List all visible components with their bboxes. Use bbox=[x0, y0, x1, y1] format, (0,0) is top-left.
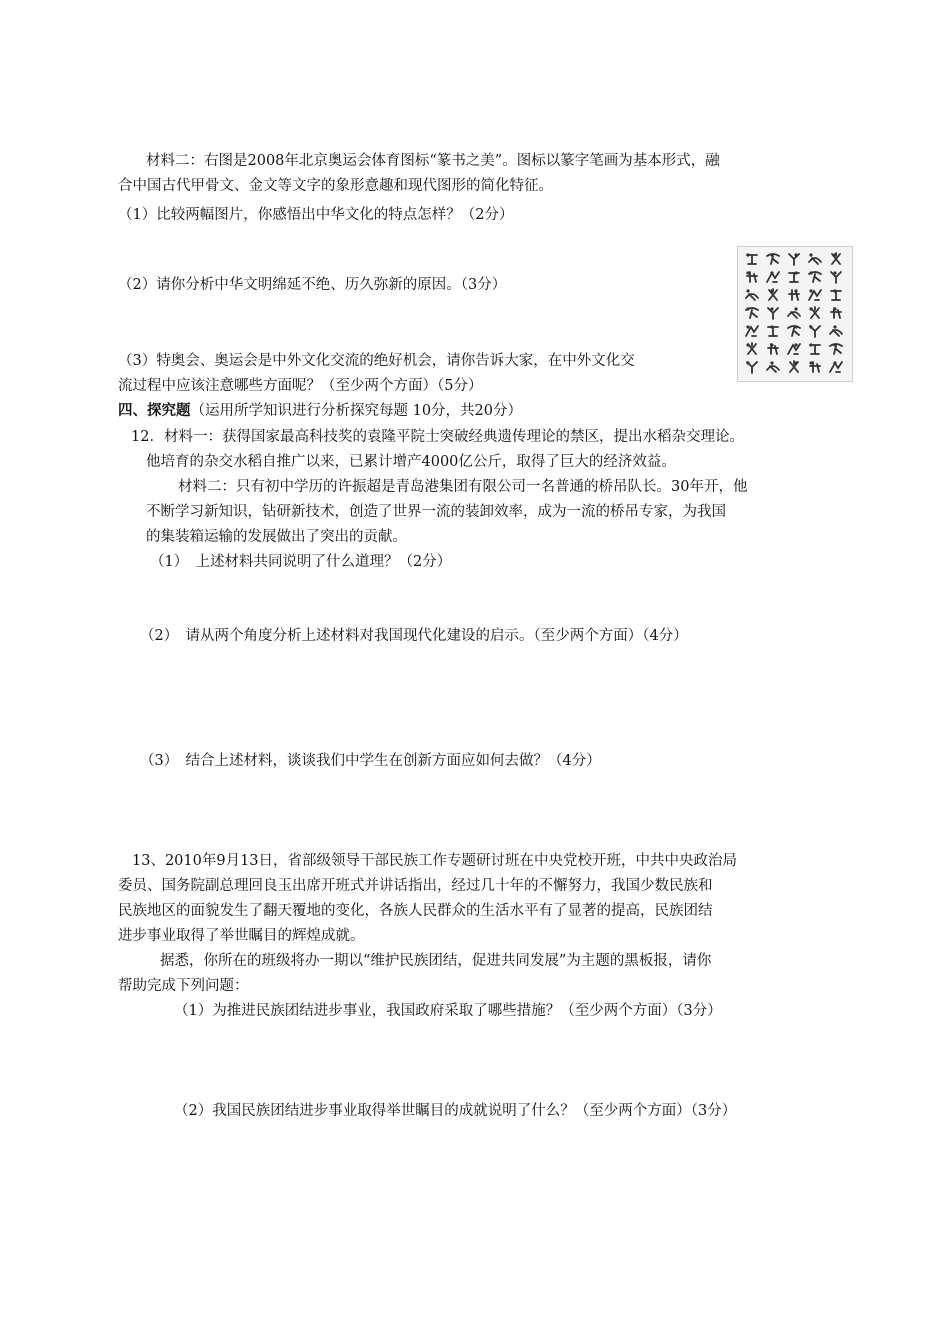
sport-pictogram-icon bbox=[786, 342, 802, 356]
sport-pictogram-icon bbox=[744, 252, 760, 266]
q12-question-2: （2） 请从两个角度分析上述材料对我国现代化建设的启示。（至少两个方面）（4分） bbox=[140, 628, 688, 644]
sport-pictogram-icon bbox=[744, 360, 760, 374]
sport-pictogram-icon bbox=[828, 324, 844, 338]
sport-pictogram-icon bbox=[807, 252, 823, 266]
sport-pictogram-icon bbox=[807, 360, 823, 374]
q12-material2-line2: 不断学习新知识，钻研新技术，创造了世界一流的装卸效率，成为一流的桥吊专家，为我国 bbox=[146, 504, 726, 520]
q12-question-1: （1） 上述材料共同说明了什么道理？（2分） bbox=[150, 554, 452, 570]
q11-question-3-line1: （3）特奥会、奥运会是中外文化交流的绝好机会，请你告诉大家，在中外文化交 bbox=[118, 353, 635, 369]
q13-question-2: （2）我国民族团结进步事业取得举世瞩目的成就说明了什么？（至少两个方面）（3分） bbox=[174, 1103, 737, 1119]
q12-material2-line3: 的集装箱运输的发展做出了突出的贡献。 bbox=[146, 529, 407, 545]
sport-pictogram-icon bbox=[786, 252, 802, 266]
q13-paragraph2-line1: 据悉，你所在的班级将办一期以“维护民族团结，促进共同发展”为主题的黑板报，请你 bbox=[160, 953, 712, 969]
sport-pictogram-icon bbox=[807, 306, 823, 320]
q13-paragraph2-line2: 帮助完成下列问题： bbox=[118, 978, 249, 994]
q12-material1-line1: 12．材料一：获得国家最高科技奖的袁隆平院士突破经典遗传理论的禁区，提出水稻杂交理论。 bbox=[131, 429, 744, 445]
section4-heading bbox=[118, 401, 522, 421]
sport-pictogram-icon bbox=[828, 360, 844, 374]
section4-title: 四、探究题 bbox=[118, 402, 191, 419]
sport-pictogram-icon bbox=[828, 342, 844, 356]
sport-pictogram-icon bbox=[786, 360, 802, 374]
q13-question-1: （1）为推进民族团结进步事业，我国政府采取了哪些措施？（至少两个方面）（3分） bbox=[174, 1003, 722, 1019]
sport-pictogram-icon bbox=[786, 270, 802, 284]
q12-material1-line2: 他培育的杂交水稻自推广以来，已累计增产4000亿公斤，取得了巨大的经济效益。 bbox=[146, 454, 676, 470]
material2-intro-line2: 合中国古代甲骨文、金文等文字的象形意趣和现代图形的简化特征。 bbox=[118, 178, 553, 194]
sport-pictogram-icon bbox=[744, 306, 760, 320]
sport-pictogram-icon bbox=[765, 306, 781, 320]
q11-question-3-line2: 流过程中应该注意哪些方面呢？（至少两个方面）（5分） bbox=[118, 378, 483, 394]
q12-question-3: （3） 结合上述材料，谈谈我们中学生在创新方面应如何去做？（4分） bbox=[140, 753, 601, 769]
sport-pictogram-icon bbox=[765, 324, 781, 338]
q11-question-1: （1）比较两幅图片，你感悟出中华文化的特点怎样？（2分） bbox=[118, 207, 514, 223]
olympic-pictograms-image bbox=[737, 246, 853, 382]
sport-pictogram-icon bbox=[807, 270, 823, 284]
sport-pictogram-icon bbox=[786, 324, 802, 338]
sport-pictogram-icon bbox=[744, 288, 760, 302]
q13-paragraph1-line1: 13、2010年9月13日，省部级领导干部民族工作专题研讨班在中央党校开班，中共中央政治局 bbox=[132, 853, 738, 869]
sport-pictogram-icon bbox=[765, 342, 781, 356]
q11-question-2: （2）请你分析中华文明绵延不绝、历久弥新的原因。（3分） bbox=[118, 277, 507, 293]
q13-paragraph1-line3: 民族地区的面貌发生了翻天覆地的变化，各族人民群众的生活水平有了显著的提高，民族团结 bbox=[118, 903, 713, 919]
sport-pictogram-icon bbox=[807, 324, 823, 338]
q12-material2-line1: 材料二：只有初中学历的许振超是青岛港集团有限公司一名普通的桥吊队长。30年开，他 bbox=[178, 479, 748, 495]
sport-pictogram-icon bbox=[828, 306, 844, 320]
sport-pictogram-icon bbox=[807, 342, 823, 356]
q13-paragraph1-line2: 委员、国务院副总理回良玉出席开班式并讲话指出，经过几十年的不懈努力，我国少数民族和 bbox=[118, 878, 713, 894]
sport-pictogram-icon bbox=[765, 252, 781, 266]
sport-pictogram-icon bbox=[828, 252, 844, 266]
sport-pictogram-icon bbox=[765, 360, 781, 374]
sport-pictogram-icon bbox=[807, 288, 823, 302]
sport-pictogram-icon bbox=[744, 324, 760, 338]
sport-pictogram-icon bbox=[744, 270, 760, 284]
section4-note: （运用所学知识进行分析探究每题 10分，共20分） bbox=[190, 403, 523, 419]
sport-pictogram-icon bbox=[786, 306, 802, 320]
sport-pictogram-icon bbox=[765, 270, 781, 284]
sport-pictogram-icon bbox=[786, 288, 802, 302]
sport-pictogram-icon bbox=[828, 288, 844, 302]
material2-intro-line1: 材料二：右图是2008年北京奥运会体育图标“篆书之美”。图标以篆字笔画为基本形式，融 bbox=[146, 153, 720, 169]
sport-pictogram-icon bbox=[828, 270, 844, 284]
q13-paragraph1-line4: 进步事业取得了举世瞩目的辉煌成就。 bbox=[118, 928, 365, 944]
sport-pictogram-icon bbox=[744, 342, 760, 356]
sport-pictogram-icon bbox=[765, 288, 781, 302]
